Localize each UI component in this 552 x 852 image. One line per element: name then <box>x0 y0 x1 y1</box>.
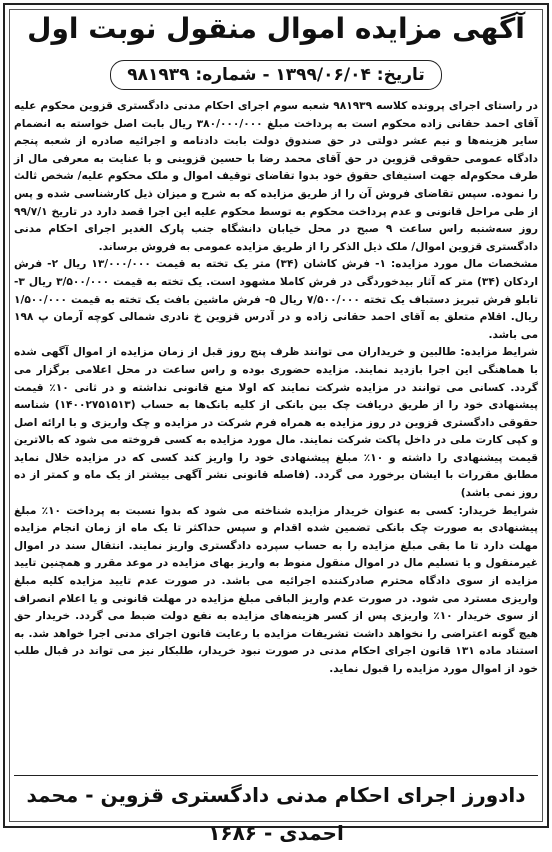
buyer-terms-paragraph <box>14 503 538 679</box>
paragraph-text: ۱- فرش کاشان (۳۴) متر یک تخته به قیمت ۱۳/۰۰۰/۰۰۰ ریال ۲- فرش اردکان (۳۴) متر که آثار بیدخوردگی در فرش کاملا مشهود است. یک تخته به قیمت ۳/۵۰۰/۰۰۰ ریال ۳- تابلو فرش تبریز دستباف یک تخته ۷/۵۰۰/۰۰۰ ریال ۵- فرش ماشین بافت یک تخته به قیمت ۱/۵۰۰/۰۰۰ ریال. اقلام متعلق به آقای احمد حقانی زاده و در آدرس قزوین خ نادری شمالی کوچه آرمان پ ۱۹۸ می باشد. <box>14 258 538 340</box>
notice-footer: دادورز اجرای احکام مدنی دادگستری قزوین - محمد <box>14 775 538 809</box>
notice-title: آگهی مزایده اموال منقول نوبت اول <box>0 12 552 45</box>
date-number-line: تاریخ: ۱۳۹۹/۰۶/۰۴ - شماره: ۹۸۱۹۳۹ <box>110 60 442 90</box>
paragraph-heading: مشخصات مال مورد مزایده: <box>391 258 538 270</box>
paragraph-heading: شرایط مزایده: <box>460 346 538 358</box>
paragraph-heading: شرایط خریدار: <box>459 505 538 517</box>
paragraph-text: طالبین و خریداران می توانند ظرف پنج روز قبل از زمان مزایده از اموال آگهی شده با هماهنگی این اجرا بازدید نمایند. مزایده حضوری بوده و راس ساعت در محل اعلامی برگزار می گردد. کسانی می توانند در مزایده شرکت نمایند که اولا منع قانونی نداشته و در ثانی ۱۰٪ قیمت پیشنهادی خود را از طریق دریافت چک بین بانکی از کلیه بانک‌ها به حساب (۱۴۰۰۲۷۵۱۵۱۳) شناسه حقوقی دادگستری قزوین در روز مزایده به همراه فرم شرکت در مزایده و چک واریزی و با ارائه اصل و کپی کارت ملی در داخل پاکت شرکت نمایند. مال مورد مزایده به کسی فروخته می شود که بالاترین قیمت پیشنهادی را داشته و ۱۰٪ مبلغ پیشنهادی خود را واریز کند کسی که در مزایده خلال نماید مطابق مقررات با ایشان برخورد می گردد. (فاصله قانونی نشر آگهی بیشتر از یک ماه و کمتر از ده روز نمی باشد) <box>14 346 538 499</box>
notice-body <box>14 98 538 679</box>
items-paragraph <box>14 256 538 344</box>
paragraph-text: در راستای اجرای پرونده کلاسه ۹۸۱۹۳۹ شعبه سوم اجرای احکام مدنی دادگستری قزوین محکوم علیه آقای احمد حقانی زاده محکوم است به پرداخت مبلغ ۳۸۰/۰۰۰/۰۰۰ ریال بابت اصل خواسته به انضمام سایر هزینه‌ها و نیم عشر دولتی در حق صندوق دولت بابت دادنامه و اجرائیه صادره از شعبه پنجم دادگاه عمومی حقوقی قزوین در حق آقای محمد رضا با حسین قزوینی و با عنایت به معرفی مال از طرف محکوم‌له جهت استیفای حقوق خود بدوا تقاضای توقیف اموال و ملک محکوم علیه/ شخص ثالث را نموده. سپس تقاضای فروش آن را از طریق مزایده که به شرح و میزان ذیل کارشناسی شده و پس از طی مراحل قانونی و عدم پرداخت محکوم به توسط محکوم علیه این اجرا قصد دارد در تاریخ ۹۹/۷/۱ روز سه‌شنبه راس ساعت ۹ صبح در محل خیابان دانشگاه جنب پارک الغدیر اجرای احکام مدنی دادگستری قزوین اموال/ ملک ذیل الذکر را از طریق مزایده عمومی به فروش برساند. <box>14 100 538 253</box>
intro-paragraph <box>14 98 538 256</box>
auction-terms-paragraph <box>14 344 538 502</box>
paragraph-text: کسی به عنوان خریدار مزایده شناخته می شود که بدوا نسبت به پرداخت ۱۰٪ مبلغ پیشنهادی به صورت چک بانکی تضمین شده اقدام و سپس حداکثر تا یک ماه از زمان انجام مزایده مهلت دارد تا ما بقی مبلغ مزایده را به حساب سپرده دادگستری واریز نمایند. انتقال سند در اموال غیرمنقول و یا تسلیم مال در اموال منقول منوط به واریز بهای مزایده در موعد مقرر و همچنین تایید مزایده از سوی دادگاه محترم صادرکننده اجرائیه می باشد. در صورت عدم تایید مزایده کلیه مبلغ واریزی مسترد می شود. در صورت عدم واریز الباقی مبلغ مزایده در مهلت قانونی و یا اعلام انصراف از سوی خریدار ۱۰٪ واریزی پس از کسر هزینه‌های مزایده به نفع دولت ضبط می گردد. خریدار حق هیچ گونه اعتراضی را نخواهد داشت تشریفات مزایده با رعایت قانون اجرای مدنی اجرا خواهد شد. به استناد ماده ۱۳۱ قانون اجرای احکام مدنی در صورت نبود خریدار، طلبکار نیز می تواند در قبال طلب خود از اموال مورد مزایده را قبول نماید. <box>14 505 538 675</box>
